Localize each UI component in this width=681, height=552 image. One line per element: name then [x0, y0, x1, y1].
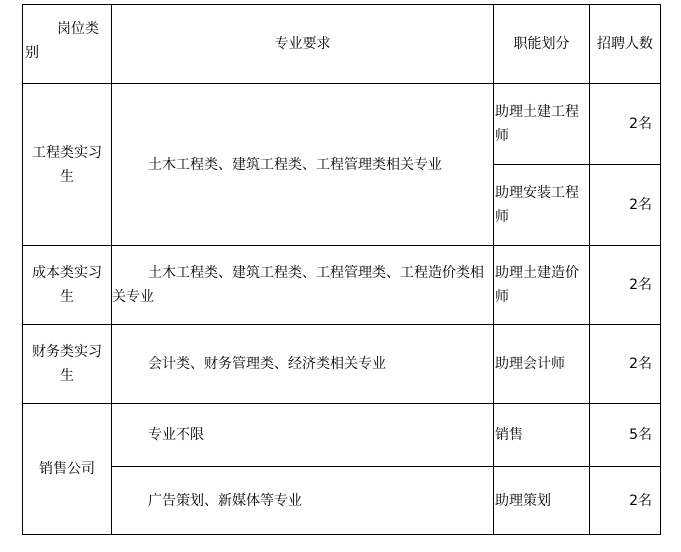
recruitment-table — [22, 4, 661, 535]
table-row — [23, 84, 661, 165]
table-row — [23, 467, 661, 535]
role-cell: 销售 — [494, 404, 590, 467]
role-cell: 助理策划 — [494, 467, 590, 535]
table-row — [23, 246, 661, 325]
category-cell: 销售公司 — [23, 404, 112, 535]
category-cell: 财务类实习生 — [23, 325, 112, 404]
role-cell: 助理土建造价师 — [494, 246, 590, 325]
major-cell: 广告策划、新媒体等专业 — [112, 467, 494, 535]
header-role: 职能划分 — [494, 5, 590, 84]
major-cell: 土木工程类、建筑工程类、工程管理类、工程造价类相关专业 — [112, 246, 494, 325]
count-cell: 2名 — [590, 84, 661, 165]
role-cell: 助理土建工程师 — [494, 84, 590, 165]
header-category-line2: 别 — [25, 45, 39, 61]
table-header-row — [23, 5, 661, 84]
table-row — [23, 325, 661, 404]
count-cell: 2名 — [590, 246, 661, 325]
major-cell: 专业不限 — [112, 404, 494, 467]
category-cell: 成本类实习生 — [23, 246, 112, 325]
major-cell: 土木工程类、建筑工程类、工程管理类相关专业 — [112, 84, 494, 246]
role-cell: 助理安装工程师 — [494, 165, 590, 246]
header-category — [23, 5, 112, 84]
count-cell: 2名 — [590, 165, 661, 246]
count-cell: 2名 — [590, 467, 661, 535]
table-row — [23, 404, 661, 467]
count-cell: 2名 — [590, 325, 661, 404]
count-cell: 5名 — [590, 404, 661, 467]
role-cell: 助理会计师 — [494, 325, 590, 404]
major-cell: 会计类、财务管理类、经济类相关专业 — [112, 325, 494, 404]
category-cell: 工程类实习生 — [23, 84, 112, 246]
header-category-line1: 岗位类 — [57, 21, 99, 37]
header-count: 招聘人数 — [590, 5, 661, 84]
header-major: 专业要求 — [112, 5, 494, 84]
